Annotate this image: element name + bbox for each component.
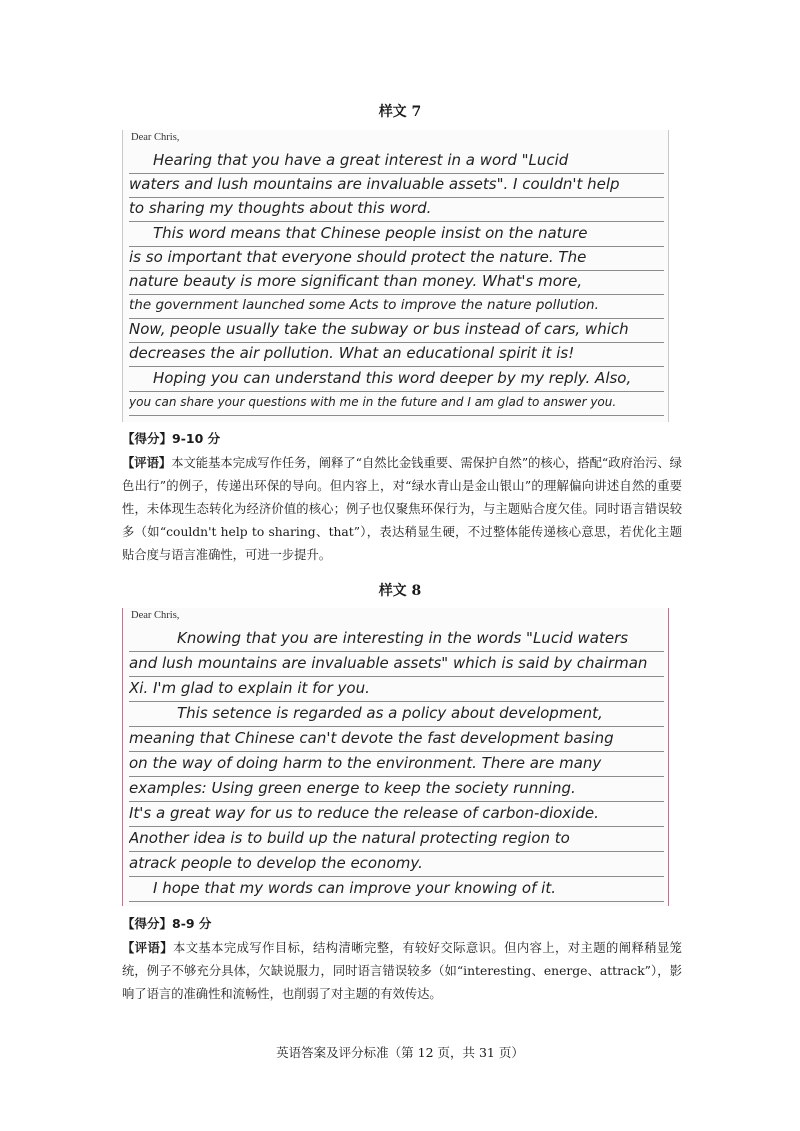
salutation: Dear Chris, (131, 132, 180, 143)
score-label-8: 【得分】8-9 分 (122, 916, 212, 931)
essay-line: meaning that Chinese can't devote the fast development basing (129, 728, 664, 752)
essay-line: This word means that Chinese people insist on the nature (129, 223, 664, 247)
essay-line: atrack people to develop the economy. (129, 853, 664, 877)
essay-line: Hoping you can understand this word deeper by my reply. Also, (129, 368, 664, 392)
essay-line: Another idea is to build up the natural protecting region to (129, 828, 664, 852)
sample-7-title: 样文 7 (378, 104, 422, 120)
essay-line: It's a great way for us to reduce the release of carbon-dioxide. (129, 803, 664, 827)
comment-8 (122, 937, 682, 1006)
essay-line: Now, people usually take the subway or bus instead of cars, which (129, 319, 664, 343)
comment-head: 【评语】 (122, 941, 173, 955)
essay-line: This setence is regarded as a policy about development, (129, 703, 664, 727)
essay-line: you can share your questions with me in the future and I am glad to answer you. (129, 392, 664, 416)
essay-line: Hearing that you have a great interest in a word "Lucid (129, 150, 664, 174)
essay-line: Xi. I'm glad to explain it for you. (129, 678, 664, 702)
score-label-7: 【得分】9-10 分 (122, 431, 221, 446)
page-footer: 英语答案及评分标准（第 12 页，共 31 页） (276, 1045, 524, 1060)
essay-line: waters and lush mountains are invaluable assets". I couldn't help (129, 174, 664, 198)
essay-line: to sharing my thoughts about this word. (129, 198, 664, 222)
essay-line: is so important that everyone should protect the nature. The (129, 247, 664, 271)
sample-8-title: 样文 8 (378, 583, 422, 599)
comment-head: 【评语】 (122, 456, 172, 470)
essay-line: and lush mountains are invaluable assets" which is said by chairman (129, 653, 664, 677)
essay-line: I hope that my words can improve your knowing of it. (129, 878, 664, 902)
comment-text: 本文能基本完成写作任务，阐释了“自然比金钱重要、需保护自然”的核心，搭配“政府治污、绿色出行”的例子，传递出环保的导向。但内容上，对“绿水青山是金山银山”的理解偏向讲述自然的重要性，未体现生态转化为经济价值的核心；例子也仅聚焦环保行为，与主题贴合度欠佳。同时语言错误较多（如“couldn't help to sharing、that”），表达稍显生硬，不过整体能传递核心意思，若优化主题贴合度与语言准确性，可进一步提升。 (122, 456, 682, 562)
essay-line: on the way of doing harm to the environment. There are many (129, 753, 664, 777)
handwritten-essay-7 (122, 130, 669, 422)
essay-line: nature beauty is more significant than money. What's more, (129, 271, 664, 295)
comment-7 (122, 452, 682, 567)
essay-line: Knowing that you are interesting in the words "Lucid waters (129, 628, 664, 652)
salutation: Dear Chris, (131, 610, 180, 621)
essay-line: decreases the air pollution. What an educational spirit it is! (129, 343, 664, 367)
comment-text: 本文基本完成写作目标，结构清晰完整，有较好交际意识。但内容上，对主题的阐释稍显笼统，例子不够充分具体，欠缺说服力，同时语言错误较多（如“interesting、energe、attrack”），影响了语言的准确性和流畅性，也削弱了对主题的有效传达。 (122, 941, 682, 1001)
essay-line: examples: Using green energe to keep the society running. (129, 778, 664, 802)
essay-line: the government launched some Acts to improve the nature pollution. (129, 295, 664, 319)
handwritten-essay-8 (122, 608, 669, 906)
